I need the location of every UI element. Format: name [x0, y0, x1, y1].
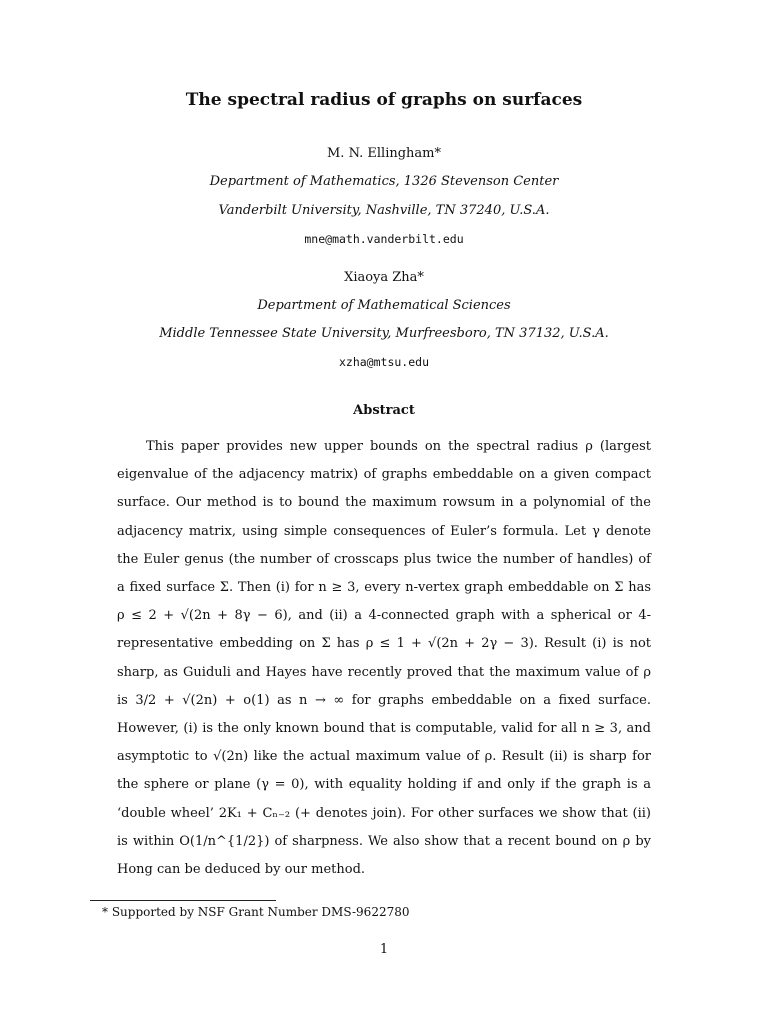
abstract-heading: Abstract: [353, 403, 415, 418]
author-name: M. N. Ellingham*: [327, 146, 441, 161]
page-number: 1: [379, 942, 389, 957]
author-department: Department of Mathematical Sciences: [257, 298, 511, 313]
abstract-body: [117, 433, 651, 884]
author-department: Department of Mathematics, 1326 Stevenson Center: [209, 174, 559, 189]
footnote: * Supported by NSF Grant Number DMS-9622780: [102, 905, 410, 919]
author-university: Vanderbilt University, Nashville, TN 37240, U.S.A.: [218, 203, 550, 218]
abstract-paragraph: This paper provides new upper bounds on the spectral radius ρ (largest eigenvalue of the adjacency matrix) of graphs embeddable on a given compact surface. Our method is to bound the maximum rowsum in a polynomial of the adjacency matrix, using simple consequences of Euler’s formula. Let γ denote the Euler genus (the number of crosscaps plus twice the number of handles) of a fixed surface Σ. Then (i) for n ≥ 3, every n-vertex graph embeddable on Σ has ρ ≤ 2 + √(2n + 8γ − 6), and (ii) a 4-connected graph with a spherical or 4-representative embedding on Σ has ρ ≤ 1 + √(2n + 2γ − 3). Result (i) is not sharp, as Guiduli and Hayes have recently proved that the maximum value of ρ is 3/2 + √(2n) + o(1) as n → ∞ for graphs embeddable on a fixed surface. However, (i) is the only known bound that is computable, valid for all n ≥ 3, and asymptotic to √(2n) like the actual maximum value of ρ. Result (ii) is sharp for the sphere or plane (γ = 0), with equality holding if and only if the graph is a ‘double wheel’ 2K₁ + Cₙ₋₂ (+ denotes join). For other surfaces we show that (ii) is within O(1/n^{1/2}) of sharpness. We also show that a recent bound on ρ by Hong can be deduced by our method.: [117, 439, 651, 878]
paper-title: The spectral radius of graphs on surfaces: [185, 90, 583, 110]
author-name: Xiaoya Zha*: [344, 270, 424, 285]
author-email: xzha@mtsu.edu: [338, 355, 429, 369]
author-university: Middle Tennessee State University, Murfreesboro, TN 37132, U.S.A.: [159, 326, 609, 341]
footnote-rule: [90, 900, 276, 901]
author-email: mne@math.vanderbilt.edu: [304, 232, 464, 246]
